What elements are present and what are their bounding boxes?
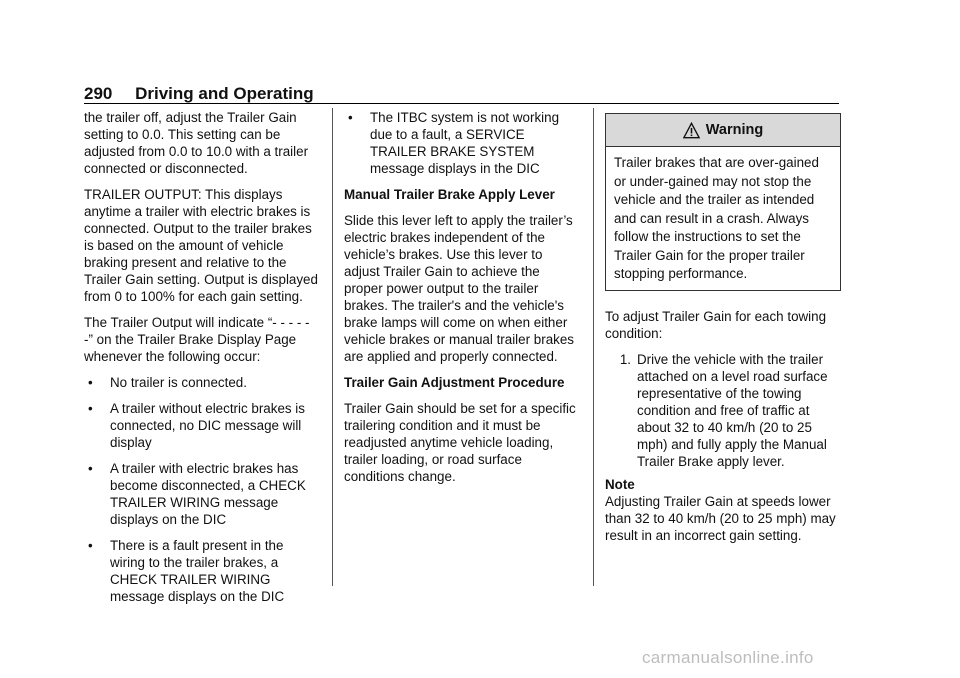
bullet-icon: • — [348, 110, 353, 125]
paragraph: the trailer off, adjust the Trailer Gain setting to 0.0. This setting can be adjusted from 0.0 to 10.0 with a trailer connected or disconnected. — [84, 110, 309, 176]
numbered-step — [605, 351, 841, 470]
bullet-icon: • — [88, 461, 93, 476]
column-middle — [344, 109, 580, 494]
warning-box — [605, 113, 841, 291]
column-left — [84, 109, 322, 614]
bullet-icon: • — [88, 375, 93, 390]
list-item — [84, 400, 322, 451]
note-heading: Note — [605, 476, 635, 492]
paragraph: Trailer Gain should be set for a specific trailering condition and it must be readjusted anytime vehicle loading, trailer loading, or road surface conditions change. — [344, 401, 576, 484]
step-text: Drive the vehicle with the trailer attached on a level road surface representative of the towing condition and free of traffic at about 32 to 40 km/h (20 to 25 mph) and fully apply the Manual Trailer Brake apply lever. — [637, 351, 828, 469]
list-item-text: A trailer with electric brakes has become disconnected, a CHECK TRAILER WIRING message displays on the DIC — [110, 461, 306, 527]
subheading: Trailer Gain Adjustment Procedure — [344, 375, 565, 390]
warning-title: Warning — [705, 121, 764, 138]
list-item — [344, 109, 580, 177]
list-item — [84, 374, 322, 391]
page-number: 290 — [84, 84, 113, 103]
list-item-text: A trailer without electric brakes is connected, no DIC message will display — [110, 401, 305, 450]
list-item — [84, 537, 322, 605]
column-divider — [332, 108, 333, 586]
paragraph: The Trailer Output will indicate “- - - - - -” on the Trailer Brake Display Page whenever the following occur: — [84, 315, 310, 364]
list-item-text: No trailer is connected. — [110, 375, 247, 390]
list-item-text: The ITBC system is not working due to a fault, a SERVICE TRAILER BRAKE SYSTEM message displays in the DIC — [370, 110, 560, 176]
list-item-text: There is a fault present in the wiring to the trailer brakes, a CHECK TRAILER WIRING message displays on the DIC — [110, 538, 285, 604]
section-title: Driving and Operating — [135, 84, 314, 103]
bullet-icon: • — [88, 538, 93, 553]
page-header — [84, 84, 314, 104]
column-right — [605, 109, 841, 553]
paragraph: TRAILER OUTPUT: This displays anytime a trailer with electric brakes is connected. Output to the trailer brakes is based on the amount of vehicle braking present and relative to the Trailer Gain setting. Output is displayed from 0 to 100% for each gain setting. — [84, 187, 318, 304]
warning-header — [606, 114, 840, 147]
note-text: Adjusting Trailer Gain at speeds lower than 32 to 40 km/h (20 to 25 mph) may result in an incorrect gain setting. — [605, 493, 836, 543]
column-divider — [593, 108, 594, 586]
warning-text: Trailer brakes that are over-gained or under-gained may not stop the vehicle and the trailer as intended and can result in a crash. Always follow the instructions to set the Trailer Gain for the proper trailer stopping performance. — [614, 155, 819, 281]
warning-icon — [683, 122, 700, 139]
step-number: 1. — [619, 351, 631, 367]
paragraph: Slide this lever left to apply the trailer’s electric brakes independent of the vehicle’s brakes. Use this lever to adjust Trailer Gain to achieve the proper power output to the trailer brakes. The trailer's and the vehicle's brake lamps will come on when either vehicle brakes or manual trailer brakes are applied and properly connected. — [344, 213, 574, 364]
header-rule — [84, 103, 839, 104]
list-item — [84, 460, 322, 528]
paragraph: To adjust Trailer Gain for each towing condition: — [605, 308, 827, 341]
bullet-icon: • — [88, 401, 93, 416]
watermark: carmanualsonline.info — [642, 648, 814, 667]
subheading: Manual Trailer Brake Apply Lever — [344, 187, 555, 202]
